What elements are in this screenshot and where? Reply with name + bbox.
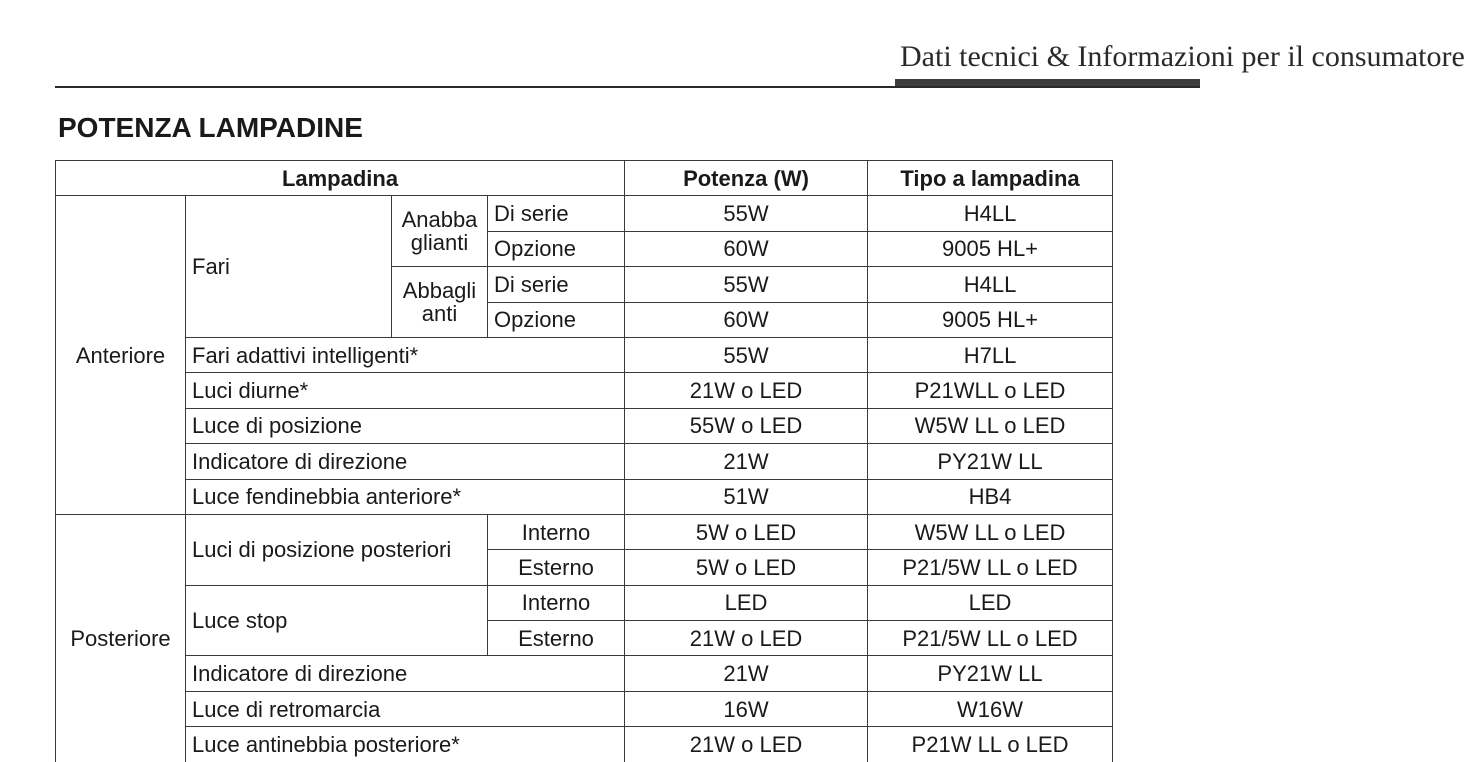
table-row xyxy=(56,373,1113,408)
power-cell: 21W xyxy=(625,444,868,479)
type-cell: W16W xyxy=(868,691,1113,726)
power-cell: 55W xyxy=(625,267,868,302)
type-cell: W5W LL o LED xyxy=(868,514,1113,549)
lamp-label: Luce di posizione xyxy=(186,408,625,443)
anabbaglianti-label: Anabba glianti xyxy=(392,196,488,267)
variant-cell: Di serie xyxy=(488,267,625,302)
lamp-label: Indicatore di direzione xyxy=(186,656,625,691)
variant-cell: Opzione xyxy=(488,302,625,337)
power-cell: 21W o LED xyxy=(625,727,868,762)
lamp-label: Fari adattivi intelligenti* xyxy=(186,337,625,372)
power-cell: 55W xyxy=(625,337,868,372)
header-type: Tipo a lampadina xyxy=(868,161,1113,196)
lamp-label: Indicatore di direzione xyxy=(186,444,625,479)
type-cell: 9005 HL+ xyxy=(868,231,1113,266)
lamp-label: Luce antinebbia posteriore* xyxy=(186,727,625,762)
stop-light-label: Luce stop xyxy=(186,585,488,656)
power-cell: 60W xyxy=(625,302,868,337)
chapter-header: Dati tecnici & Informazioni per il consumatore xyxy=(900,40,1465,73)
abbaglianti-label: Abbagli anti xyxy=(392,267,488,338)
power-cell: 51W xyxy=(625,479,868,514)
type-cell: P21WLL o LED xyxy=(868,373,1113,408)
power-cell: 16W xyxy=(625,691,868,726)
table-row xyxy=(56,656,1113,691)
type-cell: W5W LL o LED xyxy=(868,408,1113,443)
power-cell: 55W o LED xyxy=(625,408,868,443)
header-rule xyxy=(55,86,1200,88)
type-cell: 9005 HL+ xyxy=(868,302,1113,337)
header-power: Potenza (W) xyxy=(625,161,868,196)
type-cell: HB4 xyxy=(868,479,1113,514)
variant-cell: Esterno xyxy=(488,550,625,585)
variant-cell: Interno xyxy=(488,514,625,549)
power-cell: 5W o LED xyxy=(625,550,868,585)
fari-label: Fari xyxy=(186,196,392,338)
table-row xyxy=(56,479,1113,514)
power-cell: 21W o LED xyxy=(625,373,868,408)
power-cell: 60W xyxy=(625,231,868,266)
variant-cell: Di serie xyxy=(488,196,625,231)
table-row xyxy=(56,691,1113,726)
type-cell: H4LL xyxy=(868,267,1113,302)
type-cell: H7LL xyxy=(868,337,1113,372)
type-cell: H4LL xyxy=(868,196,1113,231)
variant-cell: Esterno xyxy=(488,621,625,656)
table-row xyxy=(56,196,1113,231)
table-row xyxy=(56,408,1113,443)
type-cell: P21/5W LL o LED xyxy=(868,621,1113,656)
rear-position-label: Luci di posizione posteriori xyxy=(186,514,488,585)
table-row xyxy=(56,727,1113,762)
type-cell: P21W LL o LED xyxy=(868,727,1113,762)
power-cell: 21W xyxy=(625,656,868,691)
power-cell: 5W o LED xyxy=(625,514,868,549)
type-cell: LED xyxy=(868,585,1113,620)
header-lamp: Lampadina xyxy=(56,161,625,196)
variant-cell: Interno xyxy=(488,585,625,620)
bulb-power-table xyxy=(55,160,1113,762)
power-cell: 55W xyxy=(625,196,868,231)
table-row xyxy=(56,444,1113,479)
lamp-label: Luce di retromarcia xyxy=(186,691,625,726)
table-row xyxy=(56,585,1113,620)
table-header-row xyxy=(56,161,1113,196)
table-row xyxy=(56,514,1113,549)
lamp-label: Luce fendinebbia anteriore* xyxy=(186,479,625,514)
type-cell: P21/5W LL o LED xyxy=(868,550,1113,585)
power-cell: LED xyxy=(625,585,868,620)
power-cell: 21W o LED xyxy=(625,621,868,656)
type-cell: PY21W LL xyxy=(868,444,1113,479)
lamp-label: Luci diurne* xyxy=(186,373,625,408)
section-title: POTENZA LAMPADINE xyxy=(58,112,363,143)
group-posteriore: Posteriore xyxy=(56,514,186,761)
variant-cell: Opzione xyxy=(488,231,625,266)
group-anteriore: Anteriore xyxy=(56,196,186,515)
type-cell: PY21W LL xyxy=(868,656,1113,691)
table-row xyxy=(56,337,1113,372)
